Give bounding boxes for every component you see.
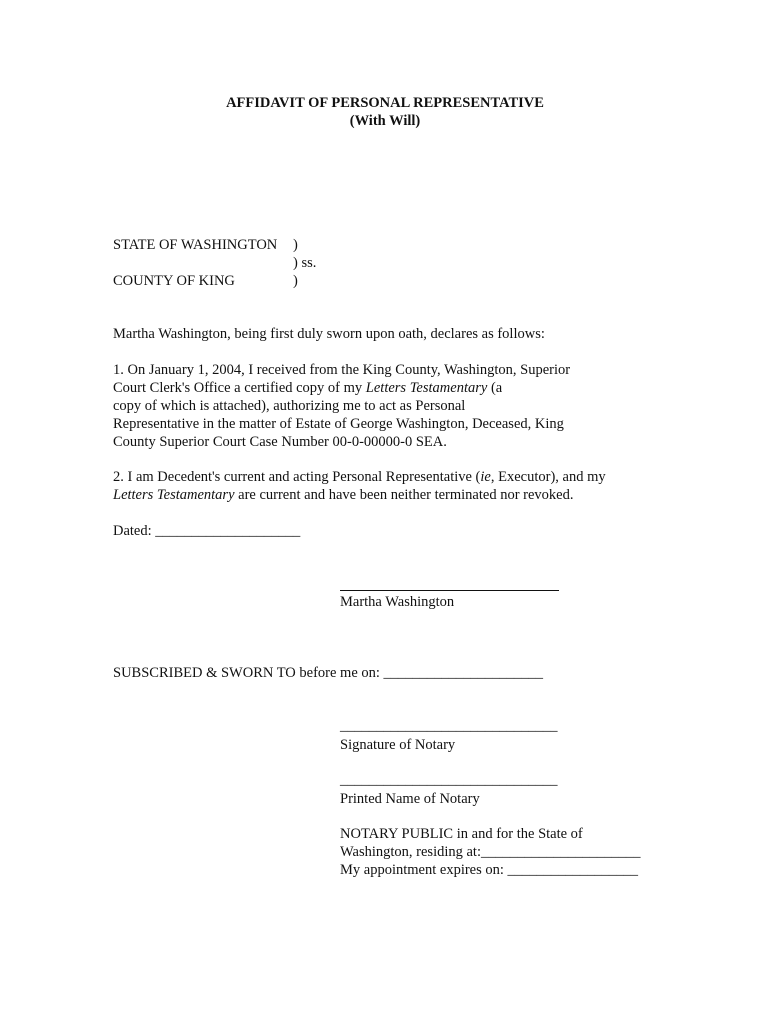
venue-paren-1: ) [293, 237, 298, 253]
subscribed-sworn-field[interactable]: SUBSCRIBED & SWORN TO before me on: ______________________ [113, 665, 544, 681]
venue-county: COUNTY OF KING [113, 273, 235, 289]
ie-italic: ie [480, 469, 491, 485]
paragraph-1-line-2-text: Court Clerk's Office a certified copy of my [113, 380, 366, 396]
paragraph-2-line-2 [113, 486, 606, 504]
paragraph-2-line-2-text: are current and have been neither terminated nor revoked. [234, 487, 574, 503]
declarant-name: Martha Washington [340, 594, 455, 610]
declarant-signature-line[interactable] [340, 590, 559, 591]
dated-field[interactable]: Dated: ____________________ [113, 523, 301, 539]
notary-signature-line[interactable]: ______________________________ [340, 718, 558, 734]
document-title: AFFIDAVIT OF PERSONAL REPRESENTATIVE [226, 95, 544, 111]
paragraph-2-line-1 [113, 468, 606, 486]
notary-public-label: NOTARY PUBLIC in and for the State of [340, 826, 583, 842]
venue-state: STATE OF WASHINGTON [113, 237, 278, 253]
document-subtitle: (With Will) [349, 113, 421, 129]
paragraph-1 [113, 361, 570, 451]
paragraph-1-line-3: copy of which is attached), authorizing me to act as Personal [113, 398, 466, 414]
paragraph-1-line-2-tail: (a [487, 380, 503, 396]
letters-testamentary-italic-2: Letters Testamentary [113, 487, 235, 503]
venue-ss: ) ss. [293, 255, 317, 271]
paragraph-1-line-1: 1. On January 1, 2004, I received from the King County, Washington, Superior [113, 362, 571, 378]
venue-paren-2: ) [293, 273, 298, 289]
paragraph-2 [113, 468, 606, 504]
paragraph-1-line-2 [113, 379, 570, 397]
paragraph-2-line-1-text: 2. I am Decedent's current and acting Personal Representative ( [113, 469, 481, 485]
paragraph-1-line-5: County Superior Court Case Number 00-0-00000-0 SEA. [113, 434, 447, 450]
notary-signature-label: Signature of Notary [340, 737, 456, 753]
intro-paragraph: Martha Washington, being first duly sworn upon oath, declares as follows: [113, 326, 545, 342]
notary-printed-name-label: Printed Name of Notary [340, 791, 480, 807]
paragraph-1-line-4: Representative in the matter of Estate of George Washington, Deceased, King [113, 416, 564, 432]
letters-testamentary-italic: Letters Testamentary [365, 380, 488, 396]
paragraph-2-line-1-tail: , Executor), and my [490, 469, 606, 485]
notary-residing-field[interactable]: Washington, residing at:______________________ [340, 844, 641, 860]
notary-appointment-expires-field[interactable]: My appointment expires on: __________________ [340, 862, 639, 878]
notary-printed-name-line[interactable]: ______________________________ [340, 772, 558, 788]
